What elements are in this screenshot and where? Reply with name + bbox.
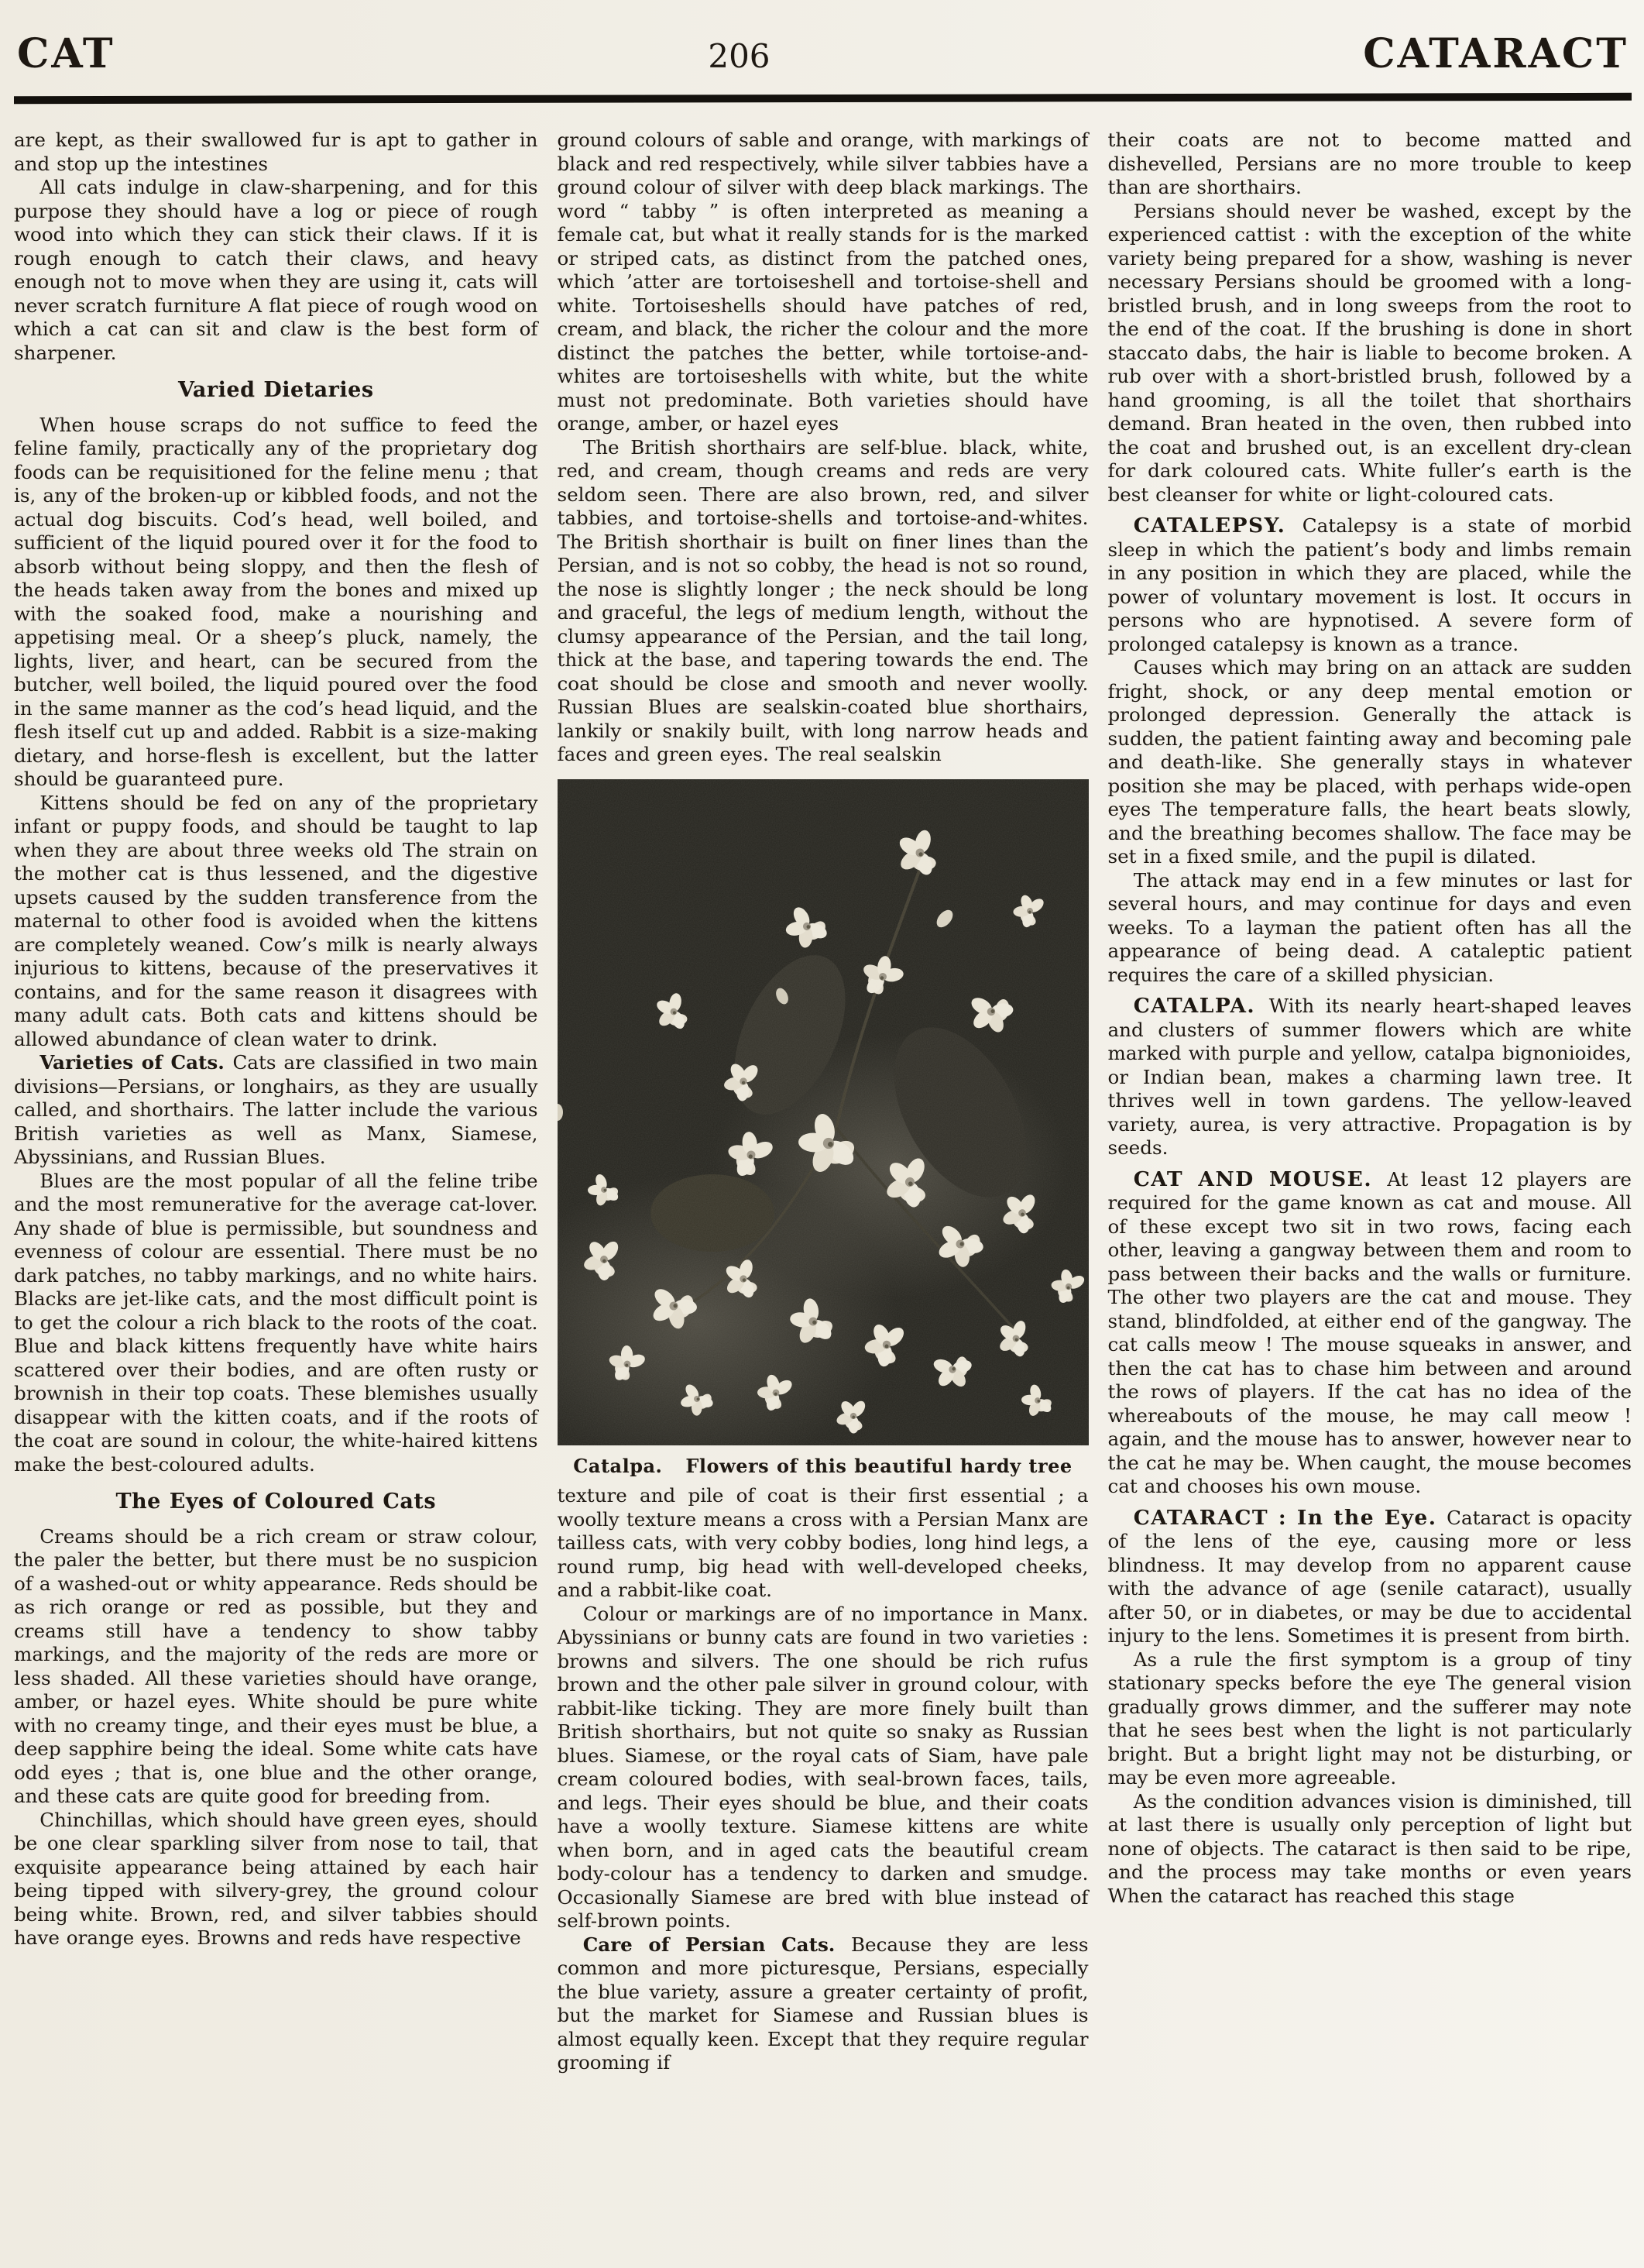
paragraph: CATALEPSY. Catalepsy is a state of morbid sleep in which the patient’s body and limbs remain in any position in which they are placed, while the power of voluntary movement is lost. It occurs in persons who are hypnotised. A severe form of prolonged catalepsy is known as a trance. bbox=[1107, 514, 1632, 655]
paragraph: Blues are the most popular of all the feline tribe and the most remunerative for the average cat-lover. Any shade of blue is permissible, but soundness and evenness of colour are essential. There must be no dark patches, no tabby markings, and no white hairs. Blacks are jet-like cats, and the most difficult point is to get the colour a rich black to the roots of the coat. Blue and black kittens frequently have white hairs scattered over their bodies, and are often rusty or brownish in their top coats. These blemishes usually disappear with the kitten coats, and if the roots of the coat are sound in colour, the white-haired kittens make the best-coloured adults. bbox=[14, 1169, 538, 1476]
paragraph: texture and pile of coat is their first essential ; a woolly texture means a cross with a Persian Manx are tailless cats, with very cobby bodies, long hind legs, a round rump, big head with well-developed cheeks, and a rabbit-like coat. bbox=[557, 1484, 1089, 1601]
paragraph: Causes which may bring on an attack are sudden fright, shock, or any deep mental emotion or prolonged depression. Generally the attack is sudden, the patient fainting away and becoming pale and death-like. She generally stays in whatever position she may be placed, with perhaps wide-open eyes The temperature falls, the heart beats slowly, and the breathing becomes shallow. The face may be set in a fixed smile, and the pupil is dilated. bbox=[1107, 656, 1632, 868]
header-rule bbox=[14, 93, 1632, 104]
paragraph: their coats are not to become matted and dishevelled, Persians are no more trouble to keep than are shorthairs. bbox=[1107, 129, 1632, 198]
paragraph: Creams should be a rich cream or straw colour, the paler the better, but there must be no suspicion of a washed-out or whity appearance. Reds should be as rich orange or red as possible, but they and creams still have a tendency to show tabby markings, and the majority of the reds are more or less shaded. All these varieties should have orange, amber, or hazel eyes. White should be pure white with no creamy tinge, and their eyes must be blue, a deep sapphire being the ideal. Some white cats have odd eyes ; that is, one blue and the other orange, and these cats are quite good for breeding from. bbox=[14, 1524, 538, 1807]
header-left-keyword: CAT bbox=[17, 30, 115, 77]
paragraph: CAT AND MOUSE. At least 12 players are required for the game known as cat and mouse. All of these except two sit in two rows, facing each other, leaving a gangway between them and room to pass between their backs and the walls or furniture. The other two players are the cat and mouse. They stand, blindfolded, at either end of the gangway. The cat calls meow ! The mouse squeaks in answer, and then the cat has to chase him between and around the rows of players. If the cat has no idea of the whereabouts of the mouse, he may call meow ! again, and the mouse has to answer, however near to the cat he may be. When caught, the mouse becomes cat and chooses his own mouse. bbox=[1107, 1167, 1632, 1497]
paragraph: As the condition advances vision is diminished, till at last there is usually only perception of light but none of objects. The cataract is then said to be ripe, and the process may take months or even years When the cataract has reached this stage bbox=[1107, 1789, 1632, 1907]
entry-heading: CATALPA. bbox=[1133, 994, 1269, 1018]
column-2 bbox=[558, 129, 1089, 2075]
entry-heading: CAT AND MOUSE. bbox=[1133, 1167, 1388, 1191]
page-number: 206 bbox=[708, 37, 771, 75]
paragraph: CATARACT : In the Eye. Cataract is opacity of the lens of the eye, causing more or less blindness. It may develop from no apparent cause with the advance of age (senile cataract), usually after 50, or in diabetes, or may be due to accidental injury to the lens. Sometimes it is present from birth. bbox=[1107, 1505, 1632, 1647]
entry-heading: CATARACT : In the Eye. bbox=[1133, 1505, 1447, 1530]
paragraph: All cats indulge in claw-sharpening, and for this purpose they should have a log or piece of rough wood into which they can stick their claws. If it is rough enough to catch their claws, and heavy enough not to move when they are using it, cats will never scratch furniture A flat piece of rough wood on which a cat can sit and claw is the best form of sharpener. bbox=[14, 176, 538, 364]
figure-caption-label: Catalpa. bbox=[573, 1454, 663, 1477]
catalpa-photo bbox=[558, 779, 1089, 1445]
paragraph: Colour or markings are of no importance in Manx. Abyssinians or bunny cats are found in two varieties : browns and silvers. The one should be rich rufus brown and the other pale silver in ground colour, with rabbit-like ticking. They are more finely built than British shorthairs, but not quite so snaky as Russian blues. Siamese, or the royal cats of Siam, have pale cream coloured bodies, with seal-brown faces, tails, and legs. Their eyes should be blue, and their coats have a woolly texture. Siamese kittens are white when born, and in aged cats the beautiful cream body-colour has a tendency to darken and smudge. Occasionally Siamese are bred with blue instead of self-brown points. bbox=[557, 1602, 1089, 1932]
page-header bbox=[14, 30, 1632, 77]
paragraph: are kept, as their swallowed fur is apt to gather in and stop up the intestines bbox=[14, 129, 538, 175]
paragraph: The British shorthairs are self-blue. black, white, red, and cream, though creams and reds are very seldom seen. There are also brown, red, and silver tabbies, and tortoise-shells and tortoise-and-whites. The British shorthair is built on finer lines than the Persian, and is not so cobby, the head is not so round, the nose is slightly longer ; the neck should be long and graceful, the legs of medium length, without the clumsy appearance of the Persian, and the tail long, thick at the base, and tapering towards the end. The coat should be close and smooth and never woolly. Russian Blues are sealskin-coated blue shorthairs, lankily or snakily built, with long narrow heads and faces and green eyes. The real sealskin bbox=[557, 435, 1089, 765]
paragraph: Care of Persian Cats. Because they are less common and more picturesque, Persians, especially the blue variety, assure a greater certainty of profit, but the market for Siamese and Russian blues is almost equally keen. Except that they require regular grooming if bbox=[557, 1933, 1089, 2074]
paragraph: Chinchillas, which should have green eyes, should be one clear sparkling silver from nose to tail, that exquisite appearance being attained by each hair being tipped with silvery-grey, the ground colour being white. Brown, red, and silver tabbies should have orange eyes. Browns and reds have respective bbox=[14, 1808, 538, 1949]
paragraph: CATALPA. With its nearly heart-shaped leaves and clusters of summer flowers which are white marked with purple and yellow, catalpa bignonioides, or Indian bean, makes a charming lawn tree. It thrives well in town gardens. The yellow-leaved variety, aurea, is very attractive. Propagation is by seeds. bbox=[1107, 994, 1632, 1159]
entry-heading: Varieties of Cats. bbox=[39, 1051, 233, 1074]
column-1 bbox=[14, 129, 538, 1950]
column-3 bbox=[1108, 129, 1632, 1908]
header-right-keyword: CATARACT bbox=[1363, 30, 1629, 77]
section-heading: Varied Dietaries bbox=[177, 378, 374, 402]
paragraph: Kittens should be fed on any of the proprietary infant or puppy foods, and should be taught to lap when they are about three weeks old The strain on the mother cat is thus lessened, and the digestive upsets caused by the sudden transference from the maternal to other food is avoided when the kittens are completely weaned. Cow’s milk is nearly always injurious to kittens, because of the preservatives it contains, and for the same reason it disagrees with many adult cats. Both cats and kittens should be allowed abundance of clean water to drink. bbox=[14, 791, 538, 1050]
figure-caption-text: Flowers of this beautiful hardy tree bbox=[685, 1454, 1073, 1477]
entry-heading: CATALEPSY. bbox=[1133, 514, 1303, 538]
paragraph: When house scraps do not suffice to feed the feline family, practically any of the proprietary dog foods can be requisitioned for the feline menu ; that is, any of the broken-up or kibbled foods, and not the actual dog biscuits. Cod’s head, well boiled, and sufficient of the liquid poured over it for the food to absorb without being sloppy, and then the flesh of the heads taken away from the bones and mixed up with the soaked food, make a nourishing and appetising meal. Or a sheep’s pluck, namely, the lights, liver, and heart, can be secured from the butcher, well boiled, the liquid poured over the food in the same manner as the cod’s head liquid, and the flesh itself cut up and added. Rabbit is a size-making dietary, and horse-flesh is excellent, but the latter should be guaranteed pure. bbox=[14, 413, 538, 790]
paragraph: As a rule the first symptom is a group of tiny stationary specks before the eye The general vision gradually grows dimmer, and the sufferer may note that he sees best when the light is not particularly bright. But a bright light may not be disturbing, or may be even more agreeable. bbox=[1107, 1648, 1632, 1789]
paragraph: Persians should never be washed, except by the experienced cattist : with the exception of the white variety being prepared for a show, washing is never necessary Persians should be groomed with a long-bristled brush, and in long sweeps from the root to the end of the coat. If the brushing is done in short staccato dabs, the hair is liable to become broken. A rub over with a short-bristled brush, followed by a hand grooming, is all the toilet that shorthairs demand. Bran heated in the oven, then rubbed into the coat and brushed out, is an excellent dry-clean for dark coloured cats. White fuller’s earth is the best cleanser for white or light-coloured cats. bbox=[1107, 199, 1632, 506]
paragraph: ground colours of sable and orange, with markings of black and red respectively, while silver tabbies have a ground colour of silver with deep black markings. The word “ tabby ” is often interpreted as meaning a female cat, but what it really stands for is the marked or striped cats, as distinct from the patched ones, which ’atter are tortoiseshell and tortoise-shell and white. Tortoiseshells should have patches of red, cream, and black, the richer the colour and the more distinct the patches the better, while tortoise-and-whites are tortoiseshells with white, but the white must not predominate. Both varieties should have orange, amber, or hazel eyes bbox=[557, 129, 1089, 435]
entry-heading: Care of Persian Cats. bbox=[582, 1933, 851, 1956]
section-heading: The Eyes of Coloured Cats bbox=[115, 1490, 437, 1514]
figure-caption bbox=[558, 1455, 1089, 1479]
paragraph: Varieties of Cats. Cats are classified in two main divisions—Persians, or longhairs, as they are usually called, and shorthairs. The latter include the various British varieties as well as Manx, Siamese, Abyssinians, and Russian Blues. bbox=[14, 1051, 538, 1168]
catalpa-figure bbox=[558, 779, 1089, 1479]
paragraph: The attack may end in a few minutes or last for several hours, and may continue for days and even weeks. To a layman the patient often has all the appearance of being dead. A cataleptic patient requires the care of a skilled physician. bbox=[1107, 868, 1632, 986]
columns bbox=[14, 129, 1632, 2075]
